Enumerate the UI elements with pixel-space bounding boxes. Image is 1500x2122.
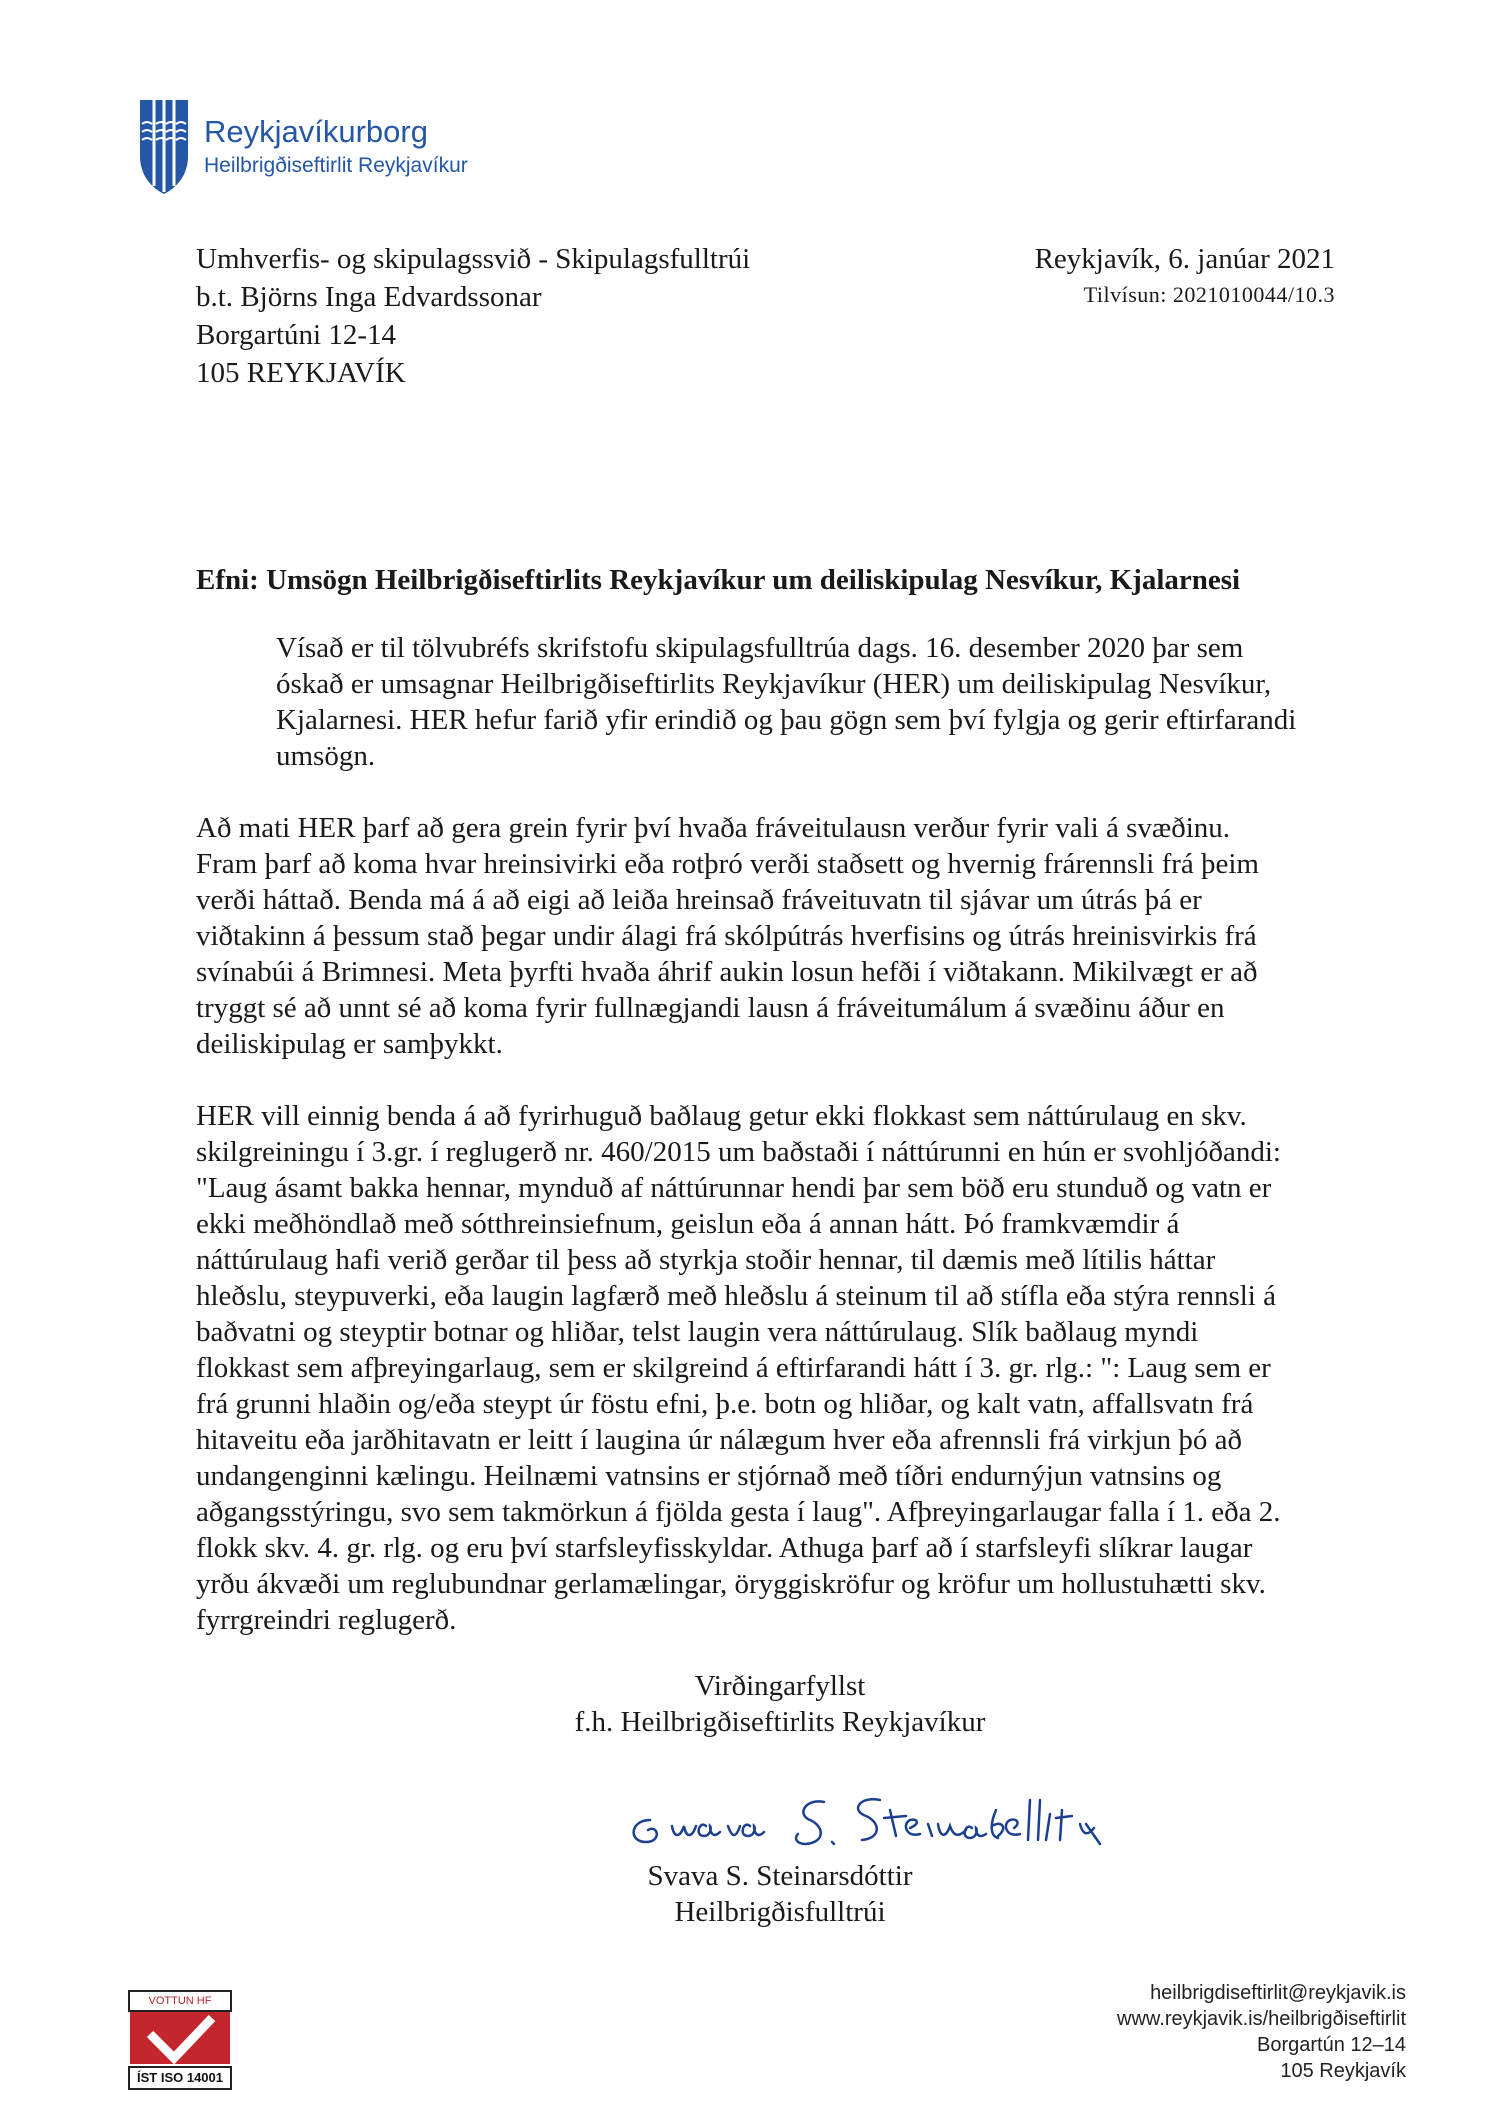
letter-subject: Efni: Umsögn Heilbrigðiseftirlits Reykjavíkur um deiliskipulag Nesvíkur, Kjalarnesi xyxy=(196,564,1241,596)
city-shield-icon xyxy=(138,96,190,196)
handwritten-signature xyxy=(610,1780,1170,1860)
text-line: óskað er umsagnar Heilbrigðiseftirlits Reykjavíkur (HER) um deiliskipulag Nesvíkur, xyxy=(276,668,1272,700)
text-line: yrðu ákvæði um reglubundnar gerlamælingar, öryggiskröfur og kröfur um hollustuhætti skv. xyxy=(196,1568,1266,1600)
organization-name: Reykjavíkurborg xyxy=(204,114,428,149)
text-line: aðgangsstýringu, svo sem takmörkun á fjölda gesta í laug". Afþreyingarlaugar falla í 1. eða 2. xyxy=(196,1496,1281,1528)
text-line: Kjalarnesi. HER hefur farið yfir erindið og þau gögn sem því fylgja og gerir eftirfarandi xyxy=(276,704,1297,736)
text-line: umsögn. xyxy=(276,740,376,772)
recipient-line: Borgartúni 12-14 xyxy=(196,319,397,351)
text-line: flokk skv. 4. gr. rlg. og eru því starfsleyfisskyldar. Athuga þarf að í starfsleyfi slíkrar laugar xyxy=(196,1532,1253,1564)
text-line: verði háttað. Benda má á að eigi að leiða hreinsað fráveituvatn til sjávar um útrás þá er xyxy=(196,884,1202,916)
text-line: hitaveitu eða jarðhitavatn er leitt í laugina úr nálægum hver eða afrennsli frá virkjun þó að xyxy=(196,1424,1243,1456)
letter-body xyxy=(196,630,1336,1674)
closing-on-behalf: f.h. Heilbrigðiseftirlits Reykjavíkur xyxy=(574,1706,986,1738)
closing-block xyxy=(0,1668,1500,1740)
contact-street: Borgartún 12–14 xyxy=(1256,2034,1406,2056)
text-line: Vísað er til tölvubréfs skrifstofu skipulagsfulltrúa dags. 16. desember 2020 þar sem xyxy=(276,632,1244,664)
contact-info xyxy=(1117,1980,1406,2084)
text-line: ekki meðhöndlað með sótthreinsiefnum, geislun eða á annan hátt. Þó framkvæmdir á xyxy=(196,1208,1180,1240)
text-line: "Laug ásamt bakka hennar, mynduð af náttúrunnar hendi þar sem böð eru stunduð og vatn er xyxy=(196,1172,1272,1204)
text-line: baðvatni og steyptir botnar og hliðar, telst laugin vera náttúrulaug. Slík baðlaug myndi xyxy=(196,1316,1199,1348)
organization-subtitle: Heilbrigðiseftirlit Reykjavíkur xyxy=(204,154,468,177)
text-line: skilgreiningu í 3.gr. í reglugerð nr. 460/2015 um baðstaði í náttúrunni en hún er svohljóðandi: xyxy=(196,1136,1281,1168)
signer-block xyxy=(0,1858,1500,1930)
paragraph xyxy=(196,630,1336,774)
contact-city: 105 Reykjavík xyxy=(1280,2060,1406,2082)
text-line: deiliskipulag er samþykkt. xyxy=(196,1028,503,1060)
letterhead-logo xyxy=(138,96,498,200)
letter-date: Reykjavík, 6. janúar 2021 xyxy=(1034,243,1335,275)
certification-label: VOTTUN HF xyxy=(128,1990,232,2012)
reference-number: Tilvísun: 2021010044/10.3 xyxy=(1083,282,1335,307)
recipient-line: 105 REYKJAVÍK xyxy=(196,357,406,389)
text-line: HER vill einnig benda á að fyrirhuguð baðlaug getur ekki flokkast sem náttúrulaug en skv. xyxy=(196,1100,1247,1132)
text-line: viðtakinn á þessum stað þegar undir álagi frá skólpútrás hverfisins og útrás hreinisvirkis frá xyxy=(196,920,1257,952)
checkmark-icon xyxy=(128,2012,232,2064)
signer-name: Svava S. Steinarsdóttir xyxy=(647,1860,913,1892)
text-line: fyrrgreindri reglugerð. xyxy=(196,1604,457,1636)
contact-email: heilbrigdiseftirlit@reykjavik.is xyxy=(1150,1982,1406,2004)
text-line: flokkast sem afþreyingarlaug, sem er skilgreind á eftirfarandi hátt í 3. gr. rlg.: ": Laug sem er xyxy=(196,1352,1271,1384)
recipient-address xyxy=(196,240,750,392)
signer-title: Heilbrigðisfulltrúi xyxy=(674,1896,886,1928)
recipient-line: Umhverfis- og skipulagssvið - Skipulagsfulltrúi xyxy=(196,243,751,275)
text-line: náttúrulaug hafi verið gerðar til þess að styrkja stoðir hennar, til dæmis með lítilis háttar xyxy=(196,1244,1216,1276)
iso-certification-badge xyxy=(128,1990,232,2090)
text-line: undangenginni kælingu. Heilnæmi vatnsins er stjórnað með tíðri endurnýjun vatnsins og xyxy=(196,1460,1222,1492)
text-line: tryggt sé að unnt sé að koma fyrir fullnægjandi lausn á fráveitumálum á svæðinu áður en xyxy=(196,992,1225,1024)
text-line: Að mati HER þarf að gera grein fyrir því hvaða fráveitulausn verður fyrir vali á svæðinu. xyxy=(196,812,1231,844)
date-block xyxy=(1035,240,1335,312)
paragraph xyxy=(196,810,1336,1062)
contact-website: www.reykjavik.is/heilbrigðiseftirlit xyxy=(1117,2008,1406,2030)
text-line: svínabúi á Brimnesi. Meta þyrfti hvaða áhrif aukin losun hefði í viðtakann. Mikilvægt er að xyxy=(196,956,1258,988)
recipient-line: b.t. Björns Inga Edvardssonar xyxy=(196,281,542,313)
certification-standard: ÍST ISO 14001 xyxy=(128,2066,232,2090)
paragraph xyxy=(196,1098,1336,1638)
text-line: hleðslu, steypuverki, eða laugin lagfærð með hleðslu á steinum til að stífla eða stýra rennsli á xyxy=(196,1280,1276,1312)
closing-salutation: Virðingarfyllst xyxy=(694,1670,866,1702)
text-line: frá grunni hlaðin og/eða steypt úr föstu efni, þ.e. botn og hliðar, og kalt vatn, affallsvatn frá xyxy=(196,1388,1254,1420)
text-line: Fram þarf að koma hvar hreinsivirki eða rotþró verði staðsett og hvernig frárennsli frá þeim xyxy=(196,848,1259,880)
